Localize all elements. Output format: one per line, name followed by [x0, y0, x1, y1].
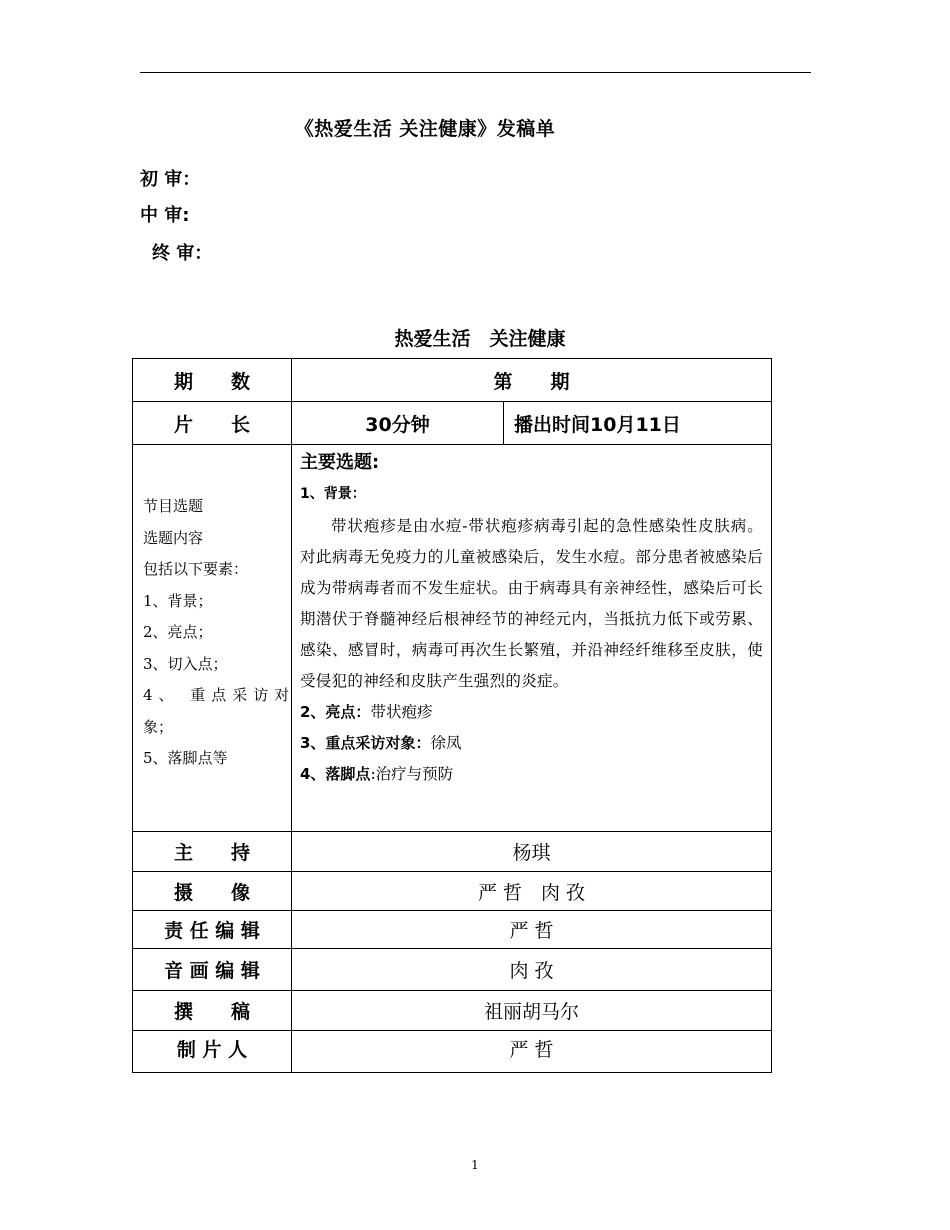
header-rule	[140, 72, 811, 73]
highlight-value: 带状疱疹	[370, 703, 433, 721]
host-label: 主 持	[133, 832, 292, 872]
editor-row	[133, 911, 772, 949]
document-title-text: 《热爱生活 关注健康》发稿单	[294, 118, 556, 140]
issue-label: 期 数	[133, 359, 292, 402]
length-label: 片 长	[133, 402, 292, 445]
focus-value: :治疗与预防	[370, 765, 454, 783]
highlight-label: 2、亮点：	[300, 703, 371, 721]
focus-line	[300, 759, 763, 790]
producer-value: 严 哲	[292, 1031, 772, 1073]
side-line: 1、背景；	[143, 591, 213, 610]
background-label: 1、背景：	[300, 486, 366, 502]
side-line: 象；	[143, 717, 174, 736]
side-line: 选题内容	[143, 528, 204, 547]
av-editor-value: 肉 孜	[292, 949, 772, 991]
side-line: 节目选题	[143, 497, 204, 515]
writer-label: 撰 稿	[133, 991, 292, 1031]
producer-row	[133, 1031, 772, 1073]
av-editor-row	[133, 949, 772, 991]
topic-content	[292, 445, 772, 832]
producer-label: 制 片 人	[133, 1031, 292, 1073]
side-line: 2、亮点；	[143, 623, 213, 641]
document-title	[0, 114, 950, 141]
interviewee-line	[300, 728, 763, 759]
av-editor-label: 音 画 编 辑	[133, 949, 292, 991]
camera-label: 摄 像	[133, 872, 292, 911]
host-row	[133, 832, 772, 872]
program-title	[0, 324, 950, 351]
writer-value: 祖丽胡马尔	[292, 991, 772, 1031]
editor-label: 责 任 编 辑	[133, 911, 292, 949]
side-line: 5、落脚点等	[143, 749, 228, 767]
final-review-label: 终 审：	[152, 243, 213, 264]
side-line: 包括以下要素：	[143, 560, 249, 578]
editor-value: 严 哲	[292, 911, 772, 949]
host-value: 杨琪	[292, 832, 772, 872]
writer-row	[133, 991, 772, 1031]
length-row	[133, 402, 772, 445]
focus-label: 4、落脚点	[300, 765, 371, 783]
camera-value: 严 哲 肉 孜	[292, 872, 772, 911]
interviewee-value: 徐凤	[430, 734, 462, 752]
side-line: 4、 重点采访对	[143, 686, 296, 704]
camera-row	[133, 872, 772, 911]
program-title-text: 热爱生活 关注健康	[394, 328, 566, 350]
topic-row	[133, 445, 772, 832]
issue-row	[133, 359, 772, 402]
highlight-line	[300, 697, 763, 728]
side-line: 3、切入点；	[143, 654, 228, 673]
second-review-label: 中 审:	[140, 205, 190, 226]
interviewee-label: 3、重点采访对象：	[300, 734, 431, 752]
topic-requirements	[133, 445, 296, 832]
main-topic-heading: 主要选题:	[300, 452, 380, 473]
first-review-label: 初 审：	[140, 169, 201, 190]
airtime-value: 播出时间10月11日	[504, 402, 772, 445]
issue-value: 第 期	[292, 359, 772, 402]
length-value: 30分钟	[292, 402, 504, 445]
submission-table	[132, 358, 772, 1073]
page-number: 1	[471, 1158, 479, 1172]
background-text: 带状疱疹是由水痘-带状疱疹病毒引起的急性感染性皮肤病。对此病毒无免疫力的儿童被感染后，发生水痘。部分患者被感染后成为带病毒者而不发生症状。由于病毒具有亲神经性，感染后可长期潜伏于脊髓神经后根神经节的神经元内，当抵抗力低下或劳累、感染、感冒时，病毒可再次生长繁殖，并沿神经纤维移至皮肤，使受侵犯的神经和皮肤产生强烈的炎症。	[300, 517, 763, 690]
